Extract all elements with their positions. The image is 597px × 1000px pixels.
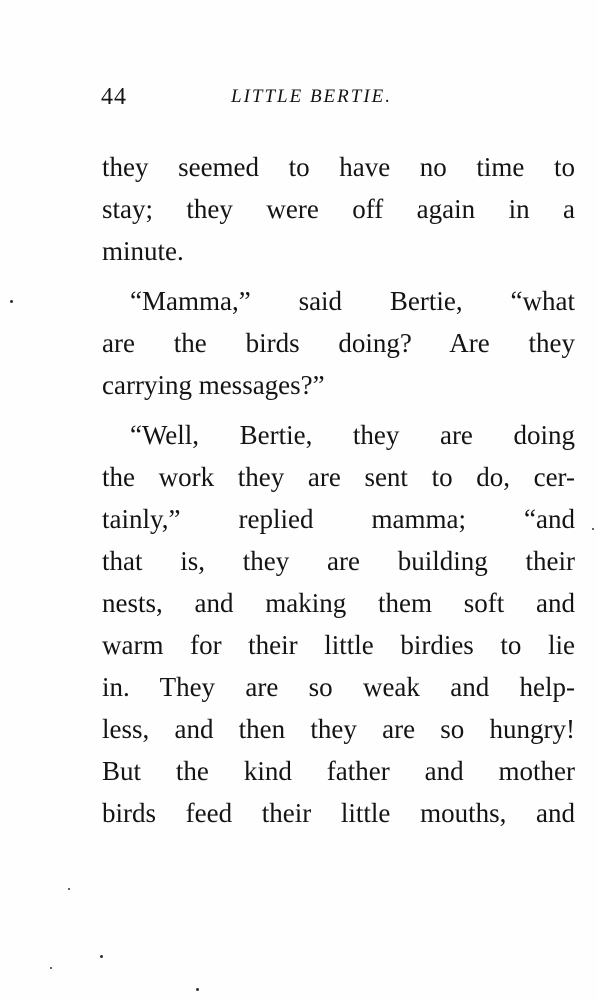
body-text [102, 146, 575, 834]
text-line: birds feed their little mouths, and [102, 798, 575, 828]
text-line: less, and then they are so hungry! [102, 714, 575, 744]
text-line: tainly,” replied mamma; “and [102, 504, 575, 534]
text-line: are the birds doing? Are they [102, 328, 575, 358]
paper-speck [50, 967, 52, 969]
paper-speck [592, 528, 594, 530]
paragraph-gap [102, 272, 575, 280]
text-line: that is, they are building their [102, 546, 575, 576]
paper-speck [100, 955, 103, 958]
paper-speck [68, 888, 70, 890]
text-line: they seemed to have no time to [102, 152, 575, 182]
text-line: But the kind father and mother [102, 756, 575, 786]
text-line: carrying messages?” [102, 370, 325, 400]
paragraph-gap [102, 406, 575, 414]
page-number: 44 [101, 84, 127, 110]
text-line: nests, and making them soft and [102, 588, 575, 618]
paper-speck [10, 300, 13, 303]
paper-speck [196, 988, 199, 991]
text-line: the work they are sent to do, cer- [102, 462, 575, 492]
running-title: LITTLE BERTIE. [231, 86, 393, 107]
text-line: “Well, Bertie, they are doing [130, 420, 575, 450]
running-head [101, 84, 575, 114]
text-line: in. They are so weak and help- [102, 672, 575, 702]
text-line: minute. [102, 236, 184, 266]
text-line: “Mamma,” said Bertie, “what [130, 286, 575, 316]
text-line: stay; they were off again in a [102, 194, 575, 224]
text-line: warm for their little birdies to lie [102, 630, 575, 660]
